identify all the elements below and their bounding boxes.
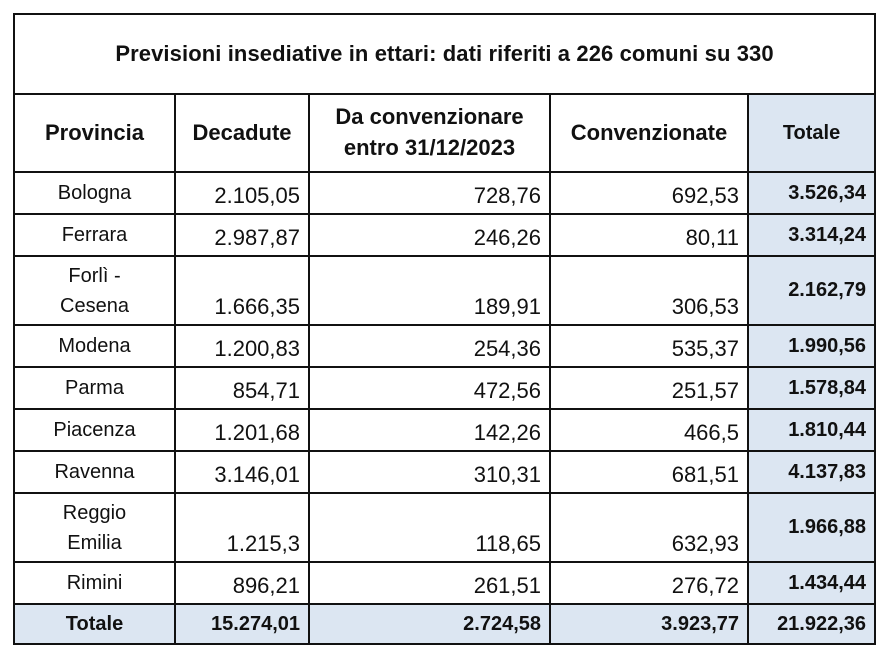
table-container [13,13,874,645]
provincia-cell [14,493,175,562]
header-da-convenzionare-line2: entro 31/12/2023 [343,135,516,160]
totale-cell: 1.810,44 [748,409,875,451]
da-convenzionare-cell: 142,26 [309,409,550,451]
decadute-cell: 854,71 [175,367,309,409]
provincia-cell [14,451,175,493]
decadute-cell: 2.987,87 [175,214,309,256]
da-convenzionare-cell: 246,26 [309,214,550,256]
totale-cell: 1.434,44 [748,562,875,604]
table-row [14,409,875,451]
totale-cell: 1.990,56 [748,325,875,367]
provincia-name: Rimini [66,572,123,594]
provincia-name: Parma [65,377,124,399]
provincia-name-line2: Emilia [67,531,122,554]
provincia-name: Piacenza [53,419,136,441]
table-row [14,562,875,604]
table-row [14,451,875,493]
decadute-cell: 1.200,83 [175,325,309,367]
totale-cell: 3.526,34 [748,172,875,214]
convenzionate-cell: 306,53 [550,256,748,325]
decadute-cell: 1.201,68 [175,409,309,451]
table-row [14,493,875,562]
header-provincia: Provincia [14,94,175,172]
totals-totale: 21.922,36 [748,604,875,644]
decadute-cell: 2.105,05 [175,172,309,214]
totals-da-convenzionare: 2.724,58 [309,604,550,644]
provincia-cell [14,214,175,256]
totals-decadute: 15.274,01 [175,604,309,644]
convenzionate-cell: 276,72 [550,562,748,604]
da-convenzionare-cell: 472,56 [309,367,550,409]
convenzionate-cell: 251,57 [550,367,748,409]
provincia-name: Ravenna [54,461,135,483]
decadute-cell: 3.146,01 [175,451,309,493]
title-row [14,14,875,94]
da-convenzionare-cell: 118,65 [309,493,550,562]
totale-cell: 4.137,83 [748,451,875,493]
da-convenzionare-cell: 189,91 [309,256,550,325]
decadute-cell: 1.666,35 [175,256,309,325]
provincia-name-line1: Reggio [62,501,127,524]
totale-cell: 1.578,84 [748,367,875,409]
header-decadute: Decadute [175,94,309,172]
convenzionate-cell: 632,93 [550,493,748,562]
provincia-name: Ferrara [61,224,128,246]
provincia-name-line2: Cesena [60,294,129,317]
table-row [14,214,875,256]
convenzionate-cell: 80,11 [550,214,748,256]
convenzionate-cell: 535,37 [550,325,748,367]
convenzionate-cell: 692,53 [550,172,748,214]
da-convenzionare-cell: 261,51 [309,562,550,604]
totals-row [14,604,875,644]
table-row [14,367,875,409]
header-row [14,94,875,172]
provincia-cell [14,172,175,214]
decadute-cell: 896,21 [175,562,309,604]
totale-cell: 1.966,88 [748,493,875,562]
totale-cell: 2.162,79 [748,256,875,325]
totals-label: Totale [14,604,175,644]
provincia-cell [14,367,175,409]
provincia-cell [14,562,175,604]
convenzionate-cell: 466,5 [550,409,748,451]
provincia-cell [14,256,175,325]
table-title: Previsioni insediative in ettari: dati riferiti a 226 comuni su 330 [14,14,875,94]
header-totale: Totale [748,94,875,172]
provincia-cell [14,409,175,451]
header-convenzionate: Convenzionate [550,94,748,172]
decadute-cell: 1.215,3 [175,493,309,562]
convenzionate-cell: 681,51 [550,451,748,493]
totale-cell: 3.314,24 [748,214,875,256]
provincia-name: Modena [58,335,131,357]
table-row [14,256,875,325]
da-convenzionare-cell: 310,31 [309,451,550,493]
da-convenzionare-cell: 728,76 [309,172,550,214]
table-row [14,172,875,214]
province-table [13,13,876,645]
provincia-name-line1: Forlì - [68,264,121,287]
header-da-convenzionare [309,94,550,172]
header-da-convenzionare-line1: Da convenzionare [335,104,524,130]
da-convenzionare-cell: 254,36 [309,325,550,367]
totals-convenzionate: 3.923,77 [550,604,748,644]
provincia-name: Bologna [57,182,132,204]
table-row [14,325,875,367]
provincia-cell [14,325,175,367]
